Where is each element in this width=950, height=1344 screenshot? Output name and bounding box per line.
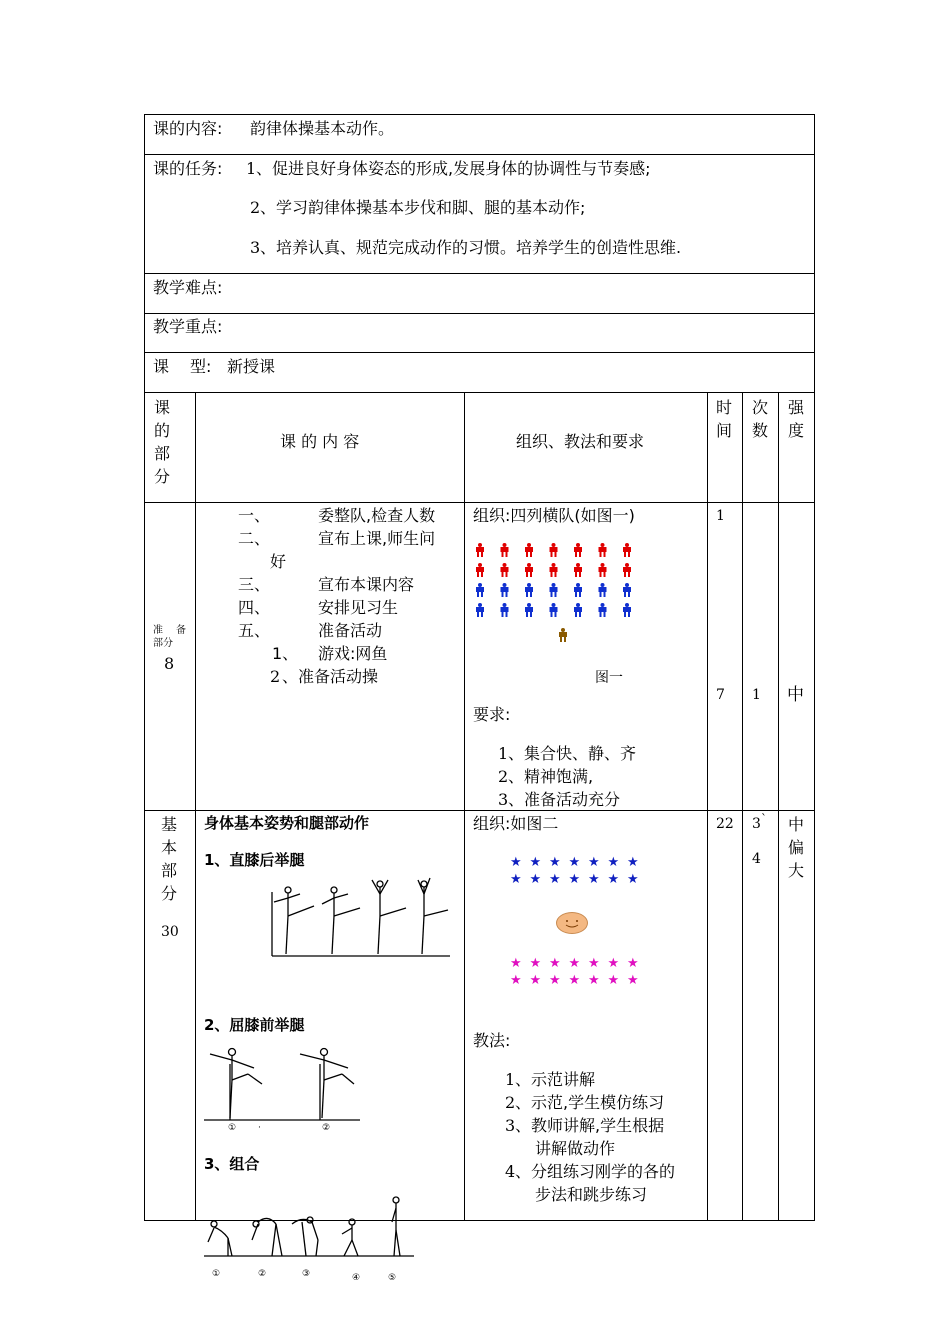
star-icon: ★: [588, 973, 600, 988]
student-icon: [550, 583, 558, 597]
student-icon: [599, 543, 607, 557]
star-icon: ★: [529, 855, 542, 870]
list-item: 四、: [238, 598, 271, 617]
star-icon: ★: [588, 872, 600, 887]
basic-minutes: 30: [161, 924, 179, 940]
student-icon: [550, 563, 558, 577]
list-item: 二、: [238, 529, 271, 548]
student-icon: [623, 563, 631, 577]
star-icon: ★: [568, 855, 581, 870]
col-count-header: 次 数: [751, 398, 768, 440]
figure-label: ③: [302, 1269, 311, 1279]
star-icon: ★: [607, 973, 620, 988]
student-icon: [574, 563, 582, 577]
figure-label: ①: [228, 1123, 237, 1133]
figure-label: ②: [322, 1123, 331, 1133]
student-icon: [476, 563, 484, 577]
star-icon: ★: [568, 956, 581, 971]
list-item: 4: [505, 1162, 516, 1181]
list-item: 3: [505, 1116, 516, 1135]
list-item: 步法和跳步练习: [535, 1185, 648, 1204]
list-item: 安排见习生: [318, 598, 399, 617]
list-item: 一、: [238, 506, 271, 525]
student-icon: [476, 583, 484, 597]
list-item: 准备活动: [318, 621, 383, 640]
list-item: 2: [270, 667, 281, 686]
list-item: 、示范讲解: [515, 1070, 596, 1089]
student-icon: [623, 583, 631, 597]
student-icon: [525, 543, 533, 557]
type-label: 课: [153, 357, 170, 376]
star-icon: ★: [549, 956, 561, 971]
list-item: 、准备活动操: [282, 667, 379, 686]
prep-content-list: [196, 505, 464, 805]
star-icon: ★: [529, 973, 542, 988]
basic-count: 3: [752, 816, 761, 832]
basic-count: 4: [752, 851, 761, 867]
student-icon: [599, 603, 607, 617]
list-item: 1、: [272, 644, 299, 663]
list-item: 宣布本课内容: [318, 575, 415, 594]
student-icon: [501, 563, 509, 577]
list-item: 五、: [238, 621, 271, 640]
student-icon: [501, 543, 509, 557]
list-item: 委整队,检查人数: [318, 506, 436, 525]
list-item: 宣布上课,师生问: [318, 529, 436, 548]
type-value: 新授课: [227, 357, 276, 376]
figure-label: ①: [212, 1269, 221, 1279]
star-formation: [510, 856, 660, 986]
list-item: 、教师讲解,学生根据: [515, 1116, 665, 1135]
list-item: 讲解做动作: [535, 1139, 616, 1158]
type-label: 型:: [190, 357, 212, 376]
star-icon: ★: [549, 973, 561, 988]
figure-label: ·: [258, 1123, 261, 1133]
basic-title: 身体基本姿势和腿部动作: [204, 814, 370, 832]
star-icon: ★: [510, 956, 522, 971]
list-item: 游戏:网鱼: [318, 644, 388, 663]
list-item: 、准备活动充分: [508, 790, 621, 809]
student-icon: [574, 583, 582, 597]
star-icon: ★: [607, 855, 620, 870]
student-icon: [501, 603, 509, 617]
requirements-label: 要求:: [473, 705, 511, 724]
student-icon: [476, 543, 484, 557]
list-item: 3: [498, 790, 509, 809]
basic-org: 组织:如图二: [473, 814, 559, 833]
prep-intensity: 中: [787, 685, 804, 705]
figure-caption: 图一: [595, 670, 623, 686]
col-intensity-header: 强 度: [787, 398, 804, 440]
col-method-header: 组织、教法和要求: [516, 432, 645, 451]
student-icon: [525, 583, 533, 597]
figure-label: ⑤: [388, 1273, 397, 1283]
formation-diagram: [470, 540, 700, 655]
student-icon: [599, 563, 607, 577]
content-label: 课的内容:: [153, 119, 223, 138]
list-item: 2: [505, 1093, 516, 1112]
list-item: 、精神饱满,: [508, 767, 594, 786]
list-item: 2: [498, 767, 509, 786]
star-icon: ★: [588, 855, 600, 870]
basic-intensity: 中 偏 大: [787, 815, 804, 880]
student-icon: [476, 603, 484, 617]
list-item: 好: [270, 552, 287, 571]
move-2-illustration: [202, 1044, 362, 1140]
difficulty-label: 教学难点:: [153, 278, 223, 297]
star-icon: ★: [627, 855, 639, 870]
star-icon: ★: [588, 956, 600, 971]
list-item: 1: [498, 744, 509, 763]
list-item: 1: [505, 1070, 516, 1089]
student-icon: [599, 583, 607, 597]
prep-minutes: 8: [164, 654, 175, 673]
col-part-header: 课 的 部 分: [153, 398, 170, 486]
keypoint-label: 教学重点:: [153, 317, 223, 336]
student-icon: [623, 543, 631, 557]
prep-time-2: 7: [716, 687, 725, 703]
student-icon: [550, 543, 558, 557]
move-2-title: 2、屈膝前举腿: [204, 1016, 305, 1034]
prep-count: 1: [752, 687, 761, 703]
star-icon: ★: [568, 872, 581, 887]
list-item: 、示范,学生模仿练习: [515, 1093, 665, 1112]
star-icon: ★: [529, 872, 542, 887]
star-icon: ★: [549, 872, 561, 887]
task-label: 课的任务:: [153, 159, 223, 178]
star-icon: ★: [510, 855, 522, 870]
col-content-header: 课 的 内 容: [280, 432, 360, 451]
star-icon: ★: [627, 872, 639, 887]
figure-label: ④: [352, 1273, 361, 1283]
star-icon: ★: [607, 956, 620, 971]
star-icon: ★: [568, 973, 581, 988]
col-time-header: 时 间: [715, 398, 732, 440]
content-value: 韵律体操基本动作。: [250, 119, 395, 138]
star-icon: ★: [529, 956, 542, 971]
list-item: 、集合快、静、齐: [508, 744, 637, 763]
list-item: 、分组练习刚学的各的: [515, 1162, 676, 1181]
star-icon: ★: [549, 855, 561, 870]
list-item: 三、: [238, 575, 271, 594]
figure-label: ②: [258, 1269, 267, 1279]
star-icon: ★: [627, 956, 639, 971]
student-icon: [574, 603, 582, 617]
star-icon: ★: [510, 872, 522, 887]
formation-figure: [470, 540, 700, 655]
student-icon: [525, 563, 533, 577]
move-1-illustration: [268, 872, 454, 960]
basic-part-label: 基 本 部 分: [160, 815, 177, 903]
student-icon: [623, 603, 631, 617]
prep-time-1: 1: [716, 508, 725, 524]
teacher-face-icon: [556, 912, 588, 934]
student-icon: [550, 603, 558, 617]
star-icon: ★: [607, 872, 620, 887]
star-icon: ★: [510, 973, 522, 988]
student-icon: [574, 543, 582, 557]
student-icon: [525, 603, 533, 617]
star-icon: ★: [627, 973, 639, 988]
student-icon: [501, 583, 509, 597]
basic-time: 22: [716, 816, 734, 832]
method-label: 教法:: [473, 1031, 511, 1050]
move-1-title: 1、直膝后举腿: [204, 851, 305, 869]
move-3-title: 3、组合: [204, 1155, 260, 1173]
teacher-icon: [559, 628, 567, 642]
basic-count-mark: `: [761, 812, 767, 826]
move-3-illustration: [202, 1194, 416, 1286]
prep-org: 组织:四列横队(如图一): [473, 506, 635, 525]
